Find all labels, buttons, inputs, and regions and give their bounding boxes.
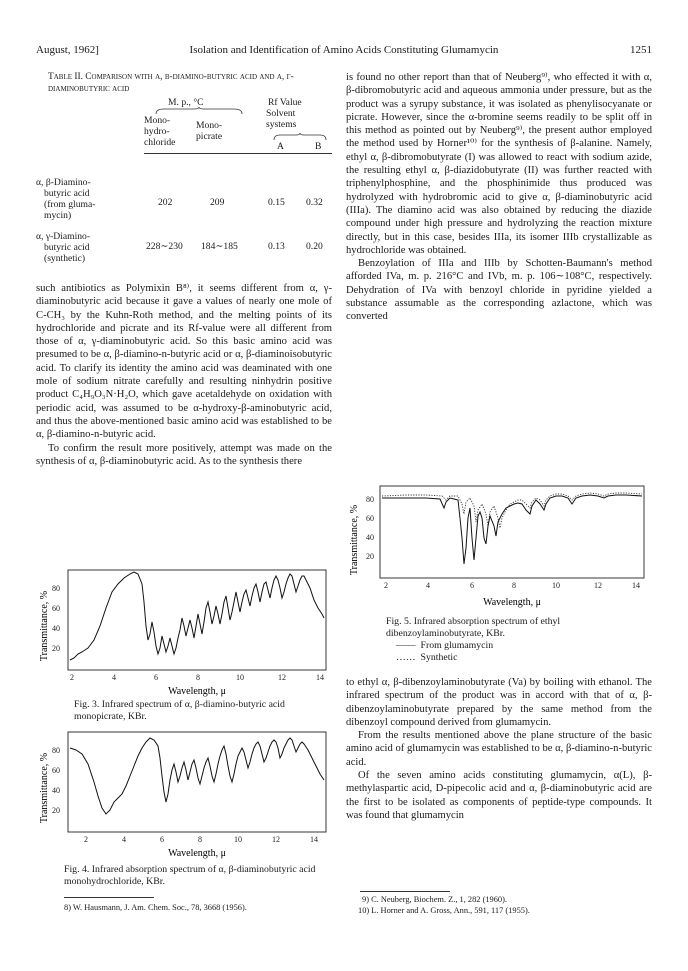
paragraph: To confirm the result more positively, attempt was made on the synthesis of α, β-diaminobutyric acid. As to the synthesis there bbox=[36, 442, 332, 467]
figure-3-xtick: 4 bbox=[112, 673, 116, 682]
figure-5 bbox=[346, 478, 652, 616]
figure-5-spectrum-glumamycin bbox=[382, 495, 642, 564]
figure-5-caption bbox=[386, 616, 646, 664]
table-head-mp: M. p., °C bbox=[168, 97, 204, 108]
paragraph: to ethyl α, β-dibenzoylaminobutyrate (Va) by boiling with ethanol. The infrared spectrum of the product was in accord with that of α, β-dibenzoylaminobutyrate prepared by the same method from the dibenzoyl compound derived from glumamycin. bbox=[346, 677, 652, 728]
figure-3 bbox=[36, 562, 336, 698]
figure-3-caption: Fig. 3. Infrared spectrum of α, β-diamino-butyric acid monopicrate, KBr. bbox=[74, 699, 285, 722]
comparison-table bbox=[36, 97, 332, 282]
table-head-mono1: Mono- bbox=[144, 115, 171, 126]
figure-5-caption-text: Fig. 5. Infrared absorption spectrum of ethyl dibenzoylaminobutyrate, KBr. bbox=[386, 616, 561, 639]
table-row1-name-2: butyric acid bbox=[44, 188, 90, 199]
paragraph: From the results mentioned above the plane structure of the basic amino acid of glumamycin was established to be α, β-diamino-n-butyric acid. bbox=[346, 730, 652, 768]
figure-3-ytick: 20 bbox=[52, 644, 60, 653]
table-row2-name-2: butyric acid bbox=[44, 242, 90, 253]
figure-5-ytick: 80 bbox=[366, 495, 374, 504]
table-head-picrate: picrate bbox=[196, 131, 223, 142]
header-title: Isolation and Identification of Amino Acids Constituting Glumamycin bbox=[189, 44, 499, 56]
table-brace-mp bbox=[154, 107, 244, 115]
figure-3-xtick: 8 bbox=[196, 673, 200, 682]
table-row2-mp-hcl: 228∼230 bbox=[146, 241, 183, 252]
figure-4-caption: Fig. 4. Infrared absorption spectrum of α, β-diaminobutyric acid monohydrochloride, KBr. bbox=[64, 864, 316, 887]
figure-3-ytick: 80 bbox=[52, 584, 60, 593]
table-head-systems: systems bbox=[266, 119, 297, 130]
figure-5-xlabel: Wavelength, μ bbox=[483, 597, 541, 608]
figure-4-frame bbox=[68, 732, 326, 832]
paragraph: Benzoylation of IIIa and IIIb by Schotten-Baumann's method afforded IVa, m. p. 216°C and IVb, m. p. 106∼108°C, respectively. Dehydration of IVa with benzoyl chloride in pyridine yielded a substance assumable as the corresponding azlactone, which was converted bbox=[346, 258, 652, 323]
table-rule bbox=[144, 153, 332, 154]
legend-mark-solid: —— bbox=[396, 640, 416, 651]
figure-5-xtick: 4 bbox=[426, 581, 430, 590]
figure-4-ytick: 40 bbox=[52, 786, 60, 795]
paragraph: such antibiotics as Polymixin B⁸⁾, it seems different from α, γ-diaminobutyric acid because it gave a values of nearly one mole of C-CH₃ by the Kuhn-Roth method, and the melting points of its hydrochloride and picrate and its Rf-value were all different from those of α, γ-diaminobutyric acid. So this basic amino acid was presumed to be α, β-diamino-n-butyric acid or α, β-diaminoisobutyric acid. To clarify its identity the amino acid was deaminated with one mole of sodium nitrate carefully and resulting ninhydrin positive product C₄H₉O₃N·H₂O, which gave acetaldehyde on oxidation with periodic acid, was assumed to be α-hydroxy-β-aminobutyric acid, and thus the above-mentioned basic amino acid was established to be α, β-diamino-n-butyric acid. bbox=[36, 283, 332, 441]
page-number: 1251 bbox=[630, 44, 652, 56]
table-row2-name-3: (synthetic) bbox=[44, 253, 86, 264]
figure-3-ytick: 40 bbox=[52, 624, 60, 633]
figure-5-xtick: 6 bbox=[470, 581, 474, 590]
figure-5-xtick: 8 bbox=[512, 581, 516, 590]
footnote-rule-right bbox=[360, 891, 450, 892]
table-head-b: B bbox=[315, 141, 322, 152]
figure-5-ytick: 60 bbox=[366, 514, 374, 523]
figure-4-xtick: 4 bbox=[122, 835, 126, 844]
figure-3-xtick: 6 bbox=[154, 673, 158, 682]
figure-4-xtick: 12 bbox=[272, 835, 280, 844]
figure-4-xtick: 6 bbox=[160, 835, 164, 844]
table-row2-rf-b: 0.20 bbox=[306, 241, 323, 252]
figure-4-xtick: 2 bbox=[84, 835, 88, 844]
table-brace-solvent bbox=[272, 133, 328, 141]
figure-3-xtick: 14 bbox=[316, 673, 324, 682]
figure-4-ytick: 20 bbox=[52, 806, 60, 815]
right-column-text-bottom bbox=[346, 676, 652, 822]
figure-4-xtick: 8 bbox=[198, 835, 202, 844]
table-caption: Table II. Comparison with α, β-diamino-butyric acid and α, γ-diaminobutyric acid bbox=[48, 72, 294, 94]
figure-3-xtick: 2 bbox=[70, 673, 74, 682]
figure-3-xlabel: Wavelength, μ bbox=[168, 686, 226, 697]
figure-4-ytick: 80 bbox=[52, 746, 60, 755]
header-date: August, 1962] bbox=[36, 44, 99, 56]
left-column-text bbox=[36, 282, 332, 468]
figure-4-spectrum bbox=[70, 738, 324, 814]
figure-4-ylabel: Transmittance, % bbox=[39, 752, 50, 824]
table-head-chloride: chloride bbox=[144, 137, 176, 148]
table-row1-mp-hcl: 202 bbox=[158, 197, 173, 208]
figure-3-xtick: 12 bbox=[278, 673, 286, 682]
figure-5-xtick: 10 bbox=[552, 581, 560, 590]
figure-4 bbox=[36, 724, 336, 860]
footnote-9: 9) C. Neuberg, Biochem. Z., 1, 282 (1960). bbox=[362, 895, 507, 904]
figure-5-ytick: 40 bbox=[366, 533, 374, 542]
running-header bbox=[36, 44, 652, 58]
table-head-solvent: Solvent bbox=[266, 108, 296, 119]
figure-5-xtick: 2 bbox=[384, 581, 388, 590]
figure-5-legend-dotted bbox=[386, 652, 646, 664]
table-head-rf: Rf Value bbox=[268, 97, 302, 108]
figure-5-ytick: 20 bbox=[366, 552, 374, 561]
footnote-8: 8) W. Hausmann, J. Am. Chem. Soc., 78, 3668 (1956). bbox=[64, 903, 247, 912]
footnote-10: 10) L. Horner and A. Gross, Ann., 591, 117 (1955). bbox=[358, 906, 530, 915]
figure-4-xtick: 10 bbox=[234, 835, 242, 844]
figure-3-xtick: 10 bbox=[236, 673, 244, 682]
right-column-text-top bbox=[346, 71, 652, 324]
table-row2-name-1: α, γ-Diamino- bbox=[36, 231, 91, 242]
figure-3-plot bbox=[36, 562, 336, 698]
figure-4-ytick: 60 bbox=[52, 766, 60, 775]
figure-5-frame bbox=[380, 486, 644, 578]
footnote-rule-left bbox=[64, 897, 154, 898]
table-row2-rf-a: 0.13 bbox=[268, 241, 285, 252]
table-row1-rf-a: 0.15 bbox=[268, 197, 285, 208]
figure-5-xtick: 12 bbox=[594, 581, 602, 590]
figure-4-xlabel: Wavelength, μ bbox=[168, 848, 226, 859]
paragraph: Of the seven amino acids constituting glumamycin, α(L), β-methylaspartic acid, D-pipecolic acid and α, β-diaminobutyric acid are the first to be isolated as components of peptide-type compounds. It was found that glumamycin bbox=[346, 770, 652, 821]
figure-3-ytick: 60 bbox=[52, 604, 60, 613]
legend-mark-dotted: …… bbox=[396, 652, 416, 663]
legend-label-solid: From glumamycin bbox=[420, 640, 494, 651]
legend-label-dotted: Synthetic bbox=[420, 652, 458, 663]
table-row1-mp-picrate: 209 bbox=[210, 197, 225, 208]
figure-5-ylabel: Transmittance, % bbox=[349, 504, 360, 576]
table-head-mono2: Mono- bbox=[196, 120, 223, 131]
figure-5-legend-solid bbox=[386, 640, 646, 652]
table-head-a: A bbox=[277, 141, 284, 152]
figure-3-ylabel: Transmittance, % bbox=[39, 590, 50, 662]
table-row1-name-1: α, β-Diamino- bbox=[36, 177, 91, 188]
figure-3-spectrum bbox=[70, 572, 324, 660]
figure-5-plot bbox=[346, 478, 652, 616]
table-row1-name-4: mycin) bbox=[44, 210, 72, 221]
table-row1-rf-b: 0.32 bbox=[306, 197, 323, 208]
table-head-hydro: hydro- bbox=[144, 126, 170, 137]
table-row1-name-3: (from gluma- bbox=[44, 199, 96, 210]
figure-5-xtick: 14 bbox=[632, 581, 640, 590]
figure-4-plot bbox=[36, 724, 336, 860]
paragraph: is found no other report than that of Neuberg⁹⁾, who effected it with α, β-dibromobutyric acid and aqueous ammonia under pressure, but as the product was a syrupy substance, it was isolated as phenylisocyanate or picrate. However, since the α-bromine seems readily to be split off in this method as pointed out by Neuberg⁹⁾, the present author employed the method used by Horner¹⁰⁾ for the synthesis of β-alanine. Namely, ethyl α, β-dibromobutyrate (I) was allowed to react with sodium azide, the resulting ethyl α, β-diazidobutyrate (II) was further reacted with triphenylphosphine, and the phosphinimide thus produced was hydrolyzed with hydrobromic acid to give α, β-diaminobutyric acid (IIIa). The diamino acid was also obtained by reducing the diazide compound under high pressure and hydrolyzing the reaction mixture directly, but in this case, besides IIIa, its isomer IIIb crystallizable as hydrochloride was obtained. bbox=[346, 72, 652, 256]
figure-4-xtick: 14 bbox=[310, 835, 318, 844]
table-row2-mp-picrate: 184∼185 bbox=[201, 241, 238, 252]
